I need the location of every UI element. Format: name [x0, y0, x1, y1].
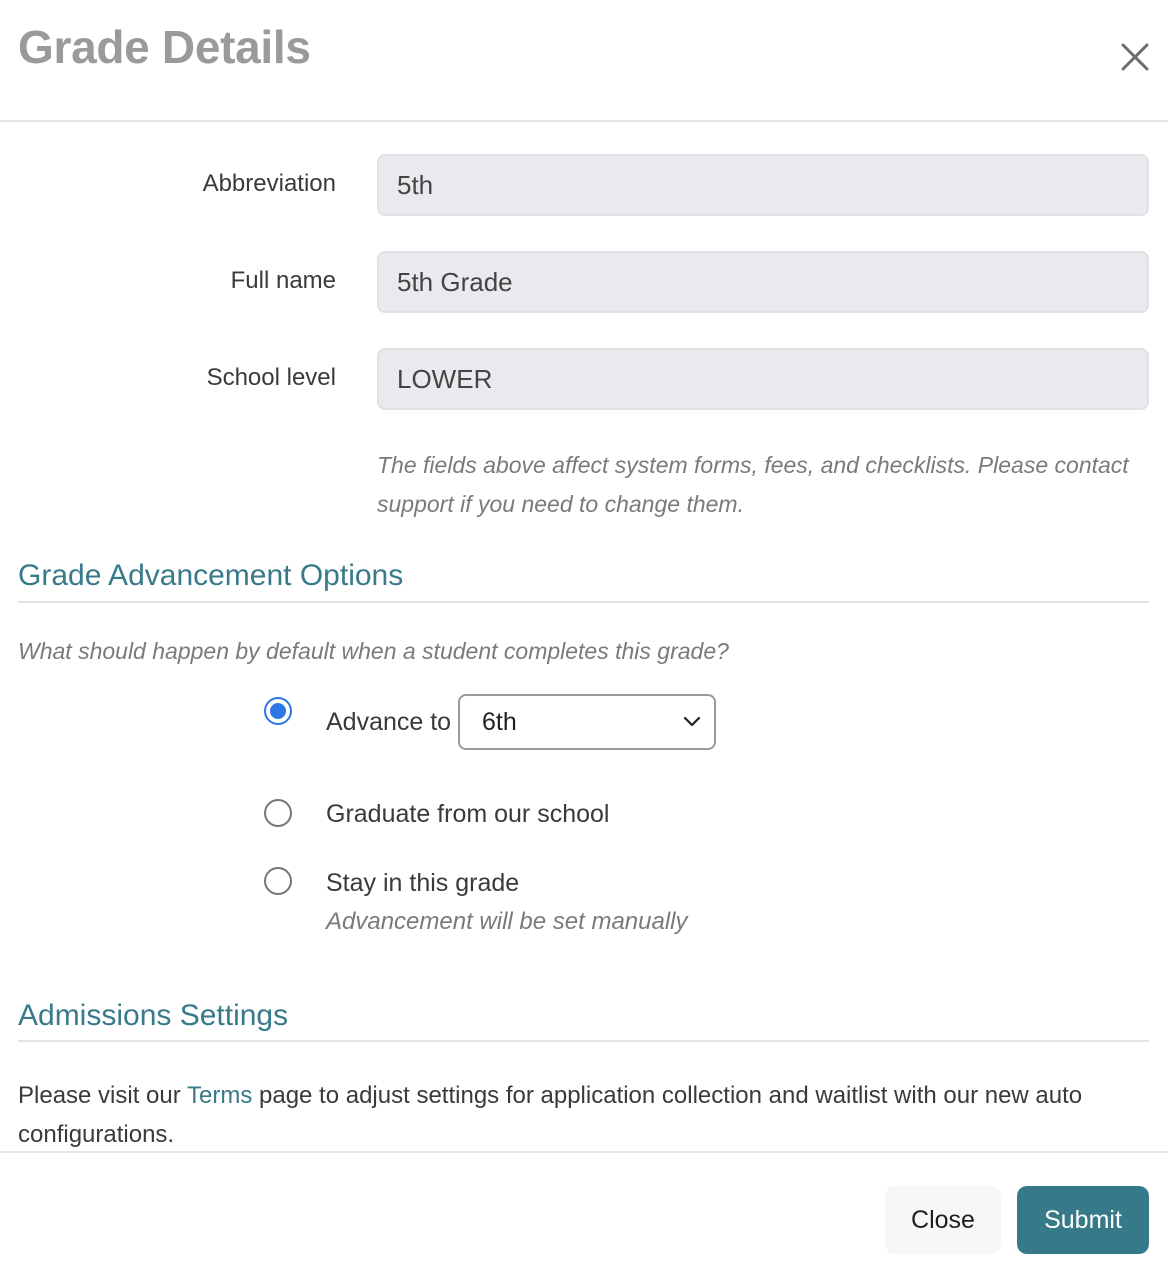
modal-footer	[0, 1151, 1168, 1276]
advancement-divider	[18, 601, 1149, 603]
abbreviation-field[interactable]: 5th	[377, 154, 1149, 216]
stay-radio[interactable]	[264, 867, 292, 895]
admissions-section-title: Admissions Settings	[18, 999, 289, 1032]
full-name-label: Full name	[230, 267, 336, 294]
advance-radio[interactable]	[264, 697, 292, 725]
school-level-field[interactable]: LOWER	[377, 348, 1149, 410]
fields-help-text: The fields above affect system forms, fees, and checklists. Please contact support if you need to change them.	[377, 452, 1129, 517]
close-x-icon[interactable]	[1118, 40, 1152, 74]
chevron-down-icon	[682, 714, 702, 730]
graduate-label[interactable]: Graduate from our school	[326, 800, 610, 828]
advance-label[interactable]: Advance to	[326, 708, 452, 736]
full-name-row	[0, 251, 1168, 313]
full-name-field[interactable]: 5th Grade	[377, 251, 1149, 313]
admissions-divider	[18, 1040, 1149, 1042]
modal-title: Grade Details	[18, 21, 311, 73]
admissions-text-after: page to adjust settings for application collection and waitlist with our new auto configurations.	[18, 1082, 1083, 1148]
school-level-row	[0, 348, 1168, 410]
advancement-question: What should happen by default when a student completes this grade?	[18, 638, 729, 664]
terms-link[interactable]: Terms	[186, 1082, 253, 1109]
close-button[interactable]: Close	[885, 1186, 1001, 1254]
submit-button[interactable]: Submit	[1017, 1186, 1149, 1254]
abbreviation-row	[0, 154, 1168, 216]
school-level-label: School level	[206, 364, 336, 391]
abbreviation-label: Abbreviation	[202, 170, 336, 197]
advancement-section-title: Grade Advancement Options	[18, 559, 404, 592]
stay-sublabel: Advancement will be set manually	[326, 908, 688, 935]
admissions-text	[18, 1076, 1138, 1154]
advance-grade-select[interactable]	[458, 694, 716, 750]
stay-label[interactable]: Stay in this grade	[326, 869, 520, 897]
graduate-radio[interactable]	[264, 799, 292, 827]
advance-grade-value: 6th	[482, 708, 517, 736]
admissions-text-before: Please visit our	[18, 1082, 187, 1109]
modal-header	[0, 0, 1168, 122]
